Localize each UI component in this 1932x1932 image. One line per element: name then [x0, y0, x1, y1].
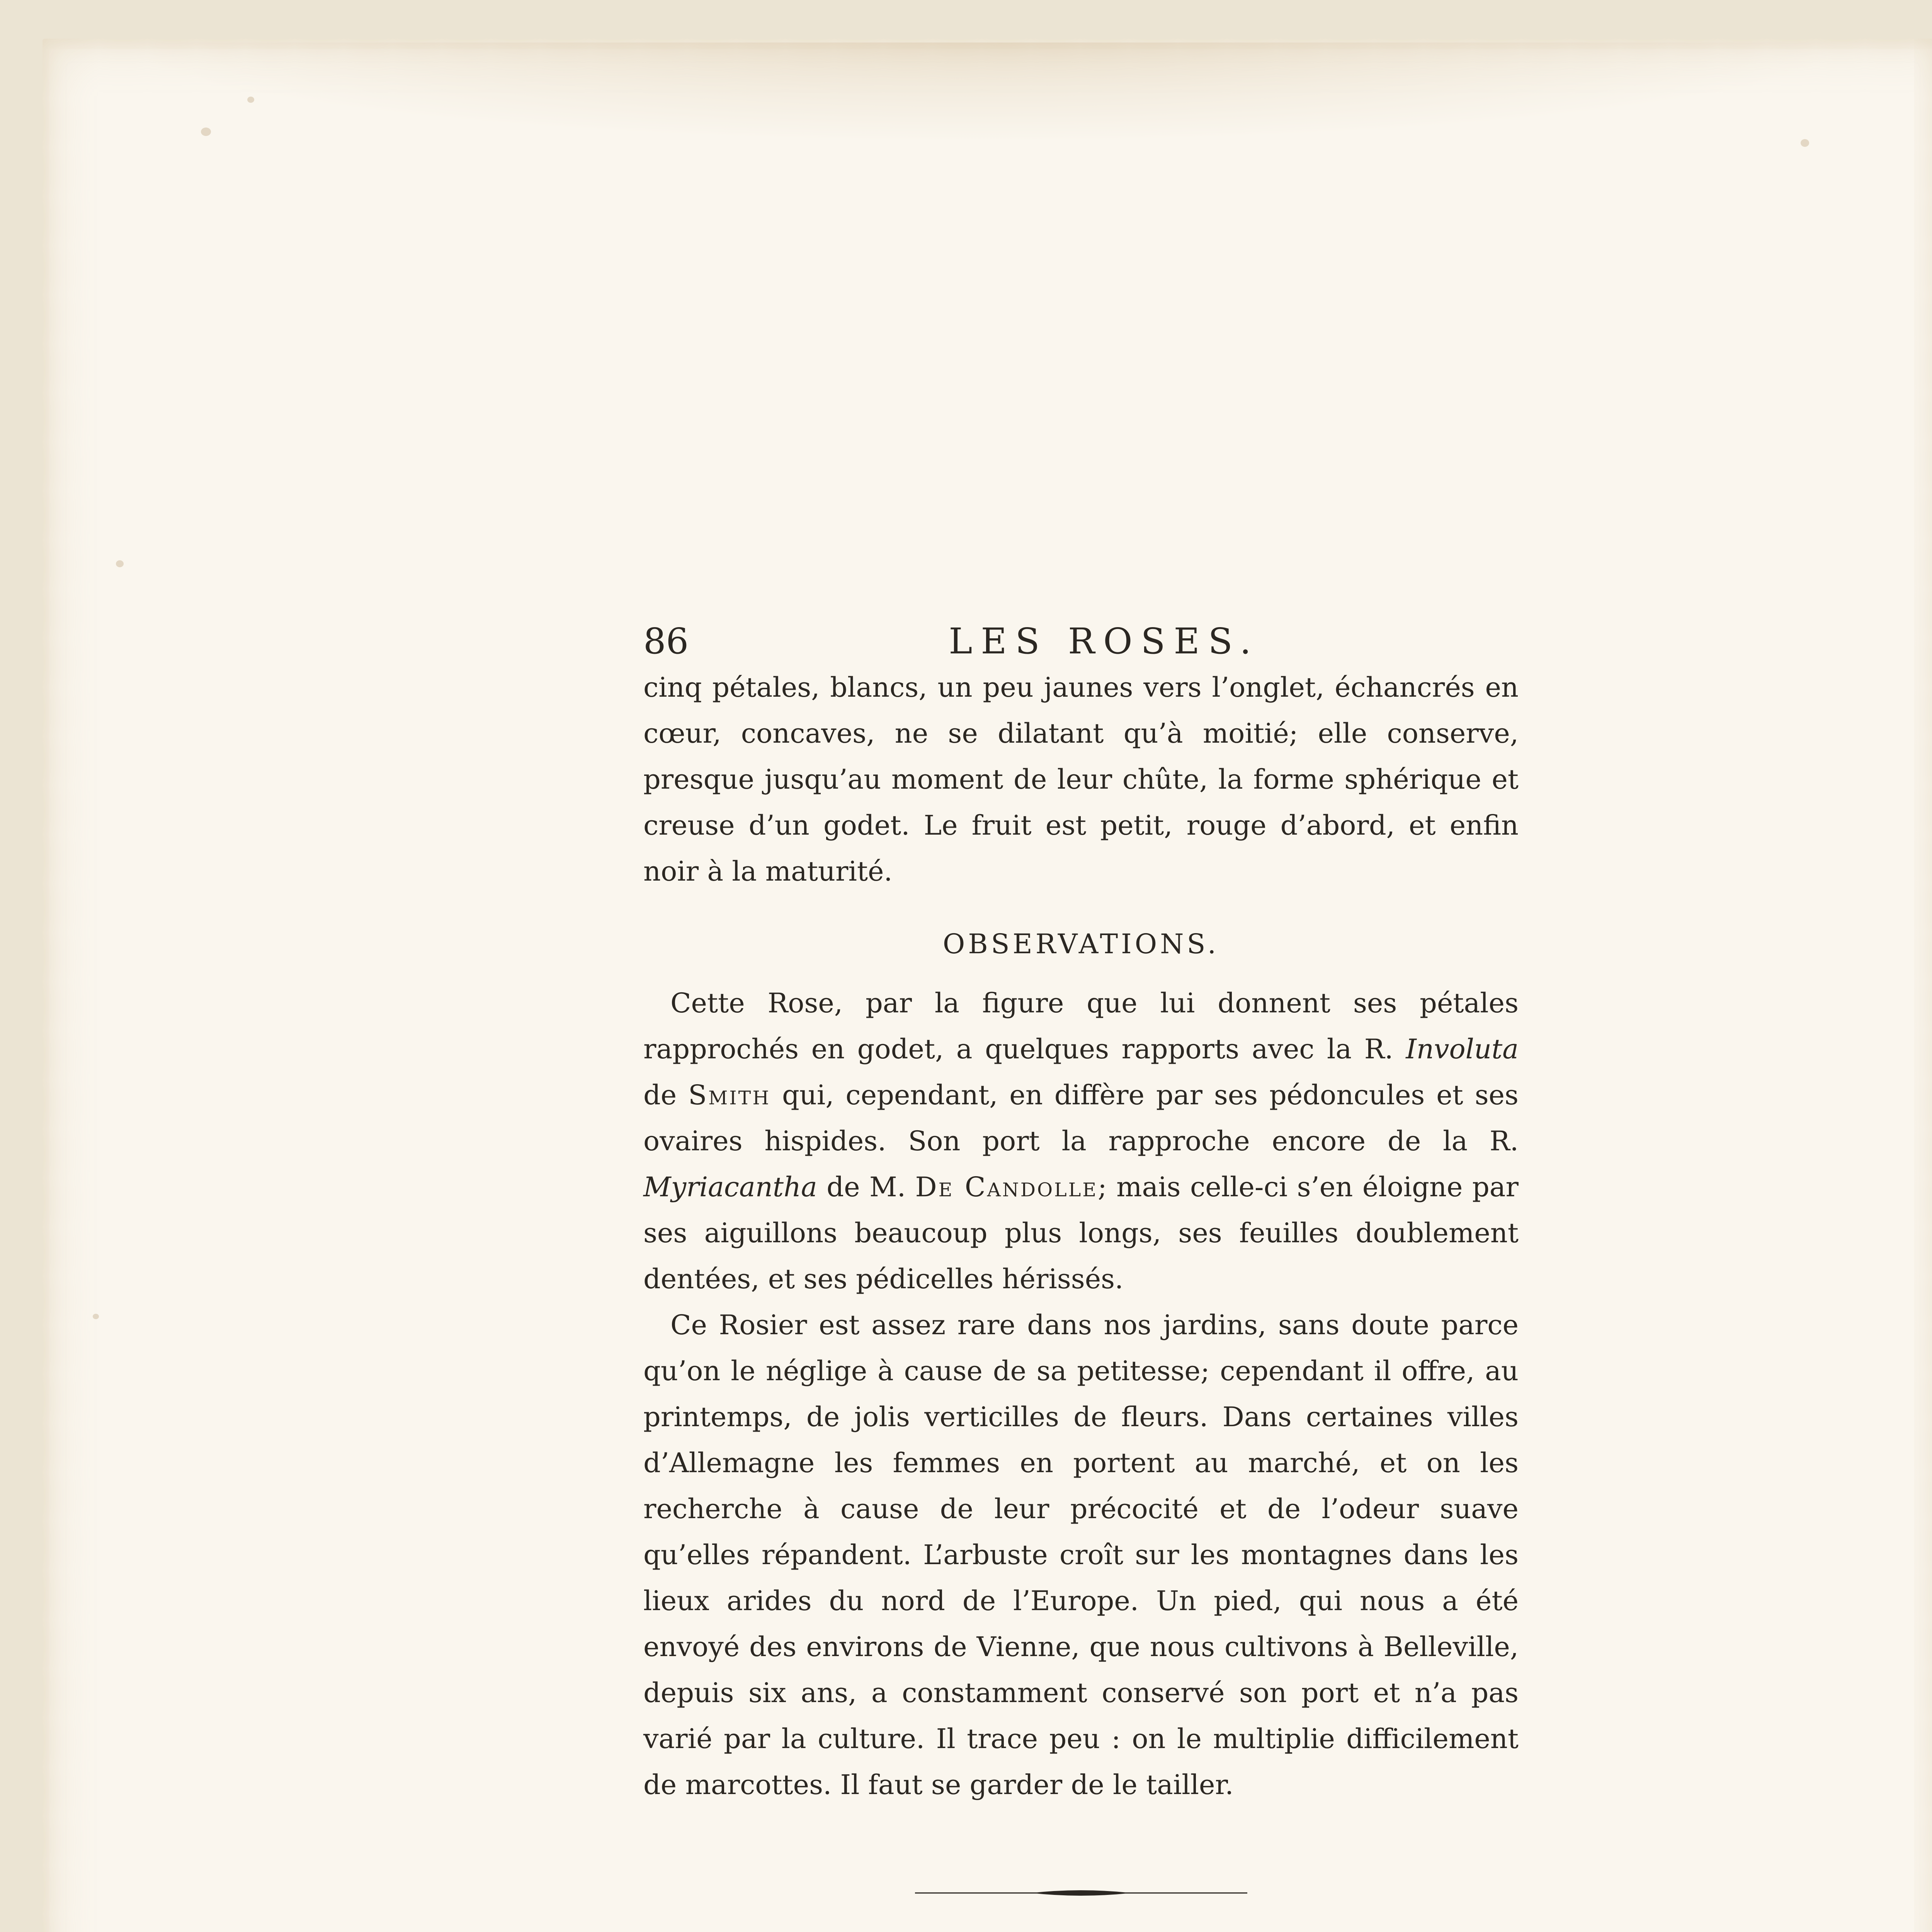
section-heading: OBSERVATIONS.	[942, 928, 1219, 960]
foxing-spot	[116, 560, 124, 567]
author-name: De Candolle	[915, 1171, 1098, 1203]
foxing-spot	[93, 1314, 99, 1319]
text-run: de	[643, 1079, 689, 1111]
tailpiece-ornament	[915, 1885, 1247, 1901]
page-stain	[116, 43, 1855, 143]
foxing-spot	[1801, 139, 1809, 147]
page-number: 86	[643, 621, 689, 662]
species-name: Involuta	[1406, 1033, 1519, 1065]
foxing-spot	[201, 128, 211, 136]
author-name: Smith	[688, 1079, 771, 1111]
text-run: qui, cependant, en diffère par ses pédoncules et ses ovaires hispides. Son port la rapproche encore de la R.	[643, 1079, 1519, 1157]
running-title: LES ROSES.	[949, 621, 1260, 662]
text-run: de M.	[817, 1171, 915, 1203]
text-run: Cette Rose, par la figure que lui donnent ses pétales rapprochés en godet, a quelques rapports avec la R.	[643, 987, 1519, 1065]
paragraph-observations-2: Ce Rosier est assez rare dans nos jardins, sans doute parce qu’on le néglige à cause de sa petitesse; cependant il offre, au printemps, de jolis verticilles de fleurs. Dans certaines villes d’Allemagne les femmes en portent au marché, et on les recherche à cause de leur précocité et de l’odeur suave qu’elles répandent. L’arbuste croît sur les montagnes dans les lieux arides du nord de l’Europe. Un pied, qui nous a été envoyé des environs de Vienne, que nous cultivons à Belleville, depuis six ans, a constamment conservé son port et n’a pas varié par la culture. Il trace peu : on le multiplie difficilement de marcottes. Il faut se garder de le tailler.	[643, 1309, 1519, 1801]
paragraph-description-end: cinq pétales, blancs, un peu jaunes vers l’onglet, échancrés en cœur, concaves, ne se dilatant qu’à moitié; elle conserve, presque jusqu’au moment de leur chûte, la forme sphérique et creuse d’un godet. Le fruit est petit, rouge d’abord, et enfin noir à la maturité.	[643, 672, 1519, 887]
paragraph-observations-1	[643, 980, 1519, 1302]
species-name: Myriacantha	[643, 1171, 817, 1203]
text-column	[643, 618, 1519, 1901]
running-head	[643, 618, 1519, 665]
foxing-spot	[247, 97, 254, 103]
text-run: ; mais celle-ci s’en éloigne par ses aiguillons beaucoup plus longs, ses feuilles doublement dentées, et ses pédicelles hérissés.	[643, 1171, 1519, 1295]
